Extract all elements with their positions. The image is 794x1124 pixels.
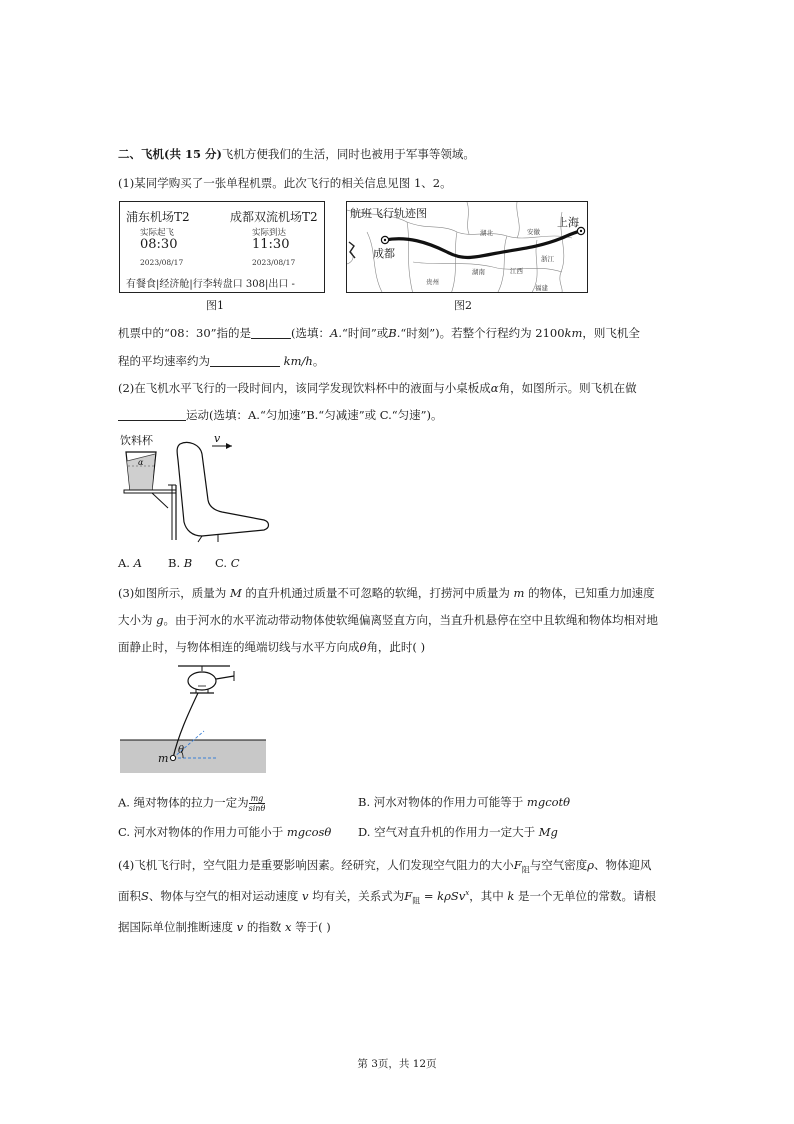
velocity-label: v xyxy=(214,432,221,445)
choice-letter: B. xyxy=(168,556,184,570)
q4-text: 面积 xyxy=(118,889,141,903)
ticket-arrive-time: 11:30 xyxy=(252,237,290,252)
option-text: C. 河水对物体的作用力可能小于 xyxy=(118,825,284,839)
q2-text: (2)在飞机水平飞行的一段时间内，该同学发现饮料杯中的液面与小桌板成 xyxy=(118,381,491,395)
q3-text: 大小为 xyxy=(118,613,153,627)
q3-text: 角，此时( ) xyxy=(366,640,426,654)
q4-text: (4)飞机飞行时，空气阻力是重要影响因素。经研究，人们发现空气阻力的大小 xyxy=(118,858,514,872)
q3-symbol: M xyxy=(229,586,242,600)
q1-text: (选填： xyxy=(291,326,331,340)
map-province-label: 安徽 xyxy=(527,228,540,236)
alpha-label: α xyxy=(138,458,144,467)
q1-text: 。 xyxy=(312,354,325,368)
q4-exponent: x xyxy=(465,889,470,898)
map-origin-label: 成都 xyxy=(373,247,395,260)
q3-option-c[interactable] xyxy=(118,824,331,840)
q4-symbol: x xyxy=(284,920,292,934)
option-text: B. 河水对物体的作用力可能等于 xyxy=(358,795,524,809)
map-province-label: 江西 xyxy=(510,267,523,275)
q4-symbol: S xyxy=(141,889,149,903)
ticket-to-airport: 成都双流机场T2 xyxy=(230,210,318,224)
map-province-label: 湖北 xyxy=(480,229,493,237)
q2-choice[interactable] xyxy=(215,556,240,570)
mass-label: m xyxy=(158,752,169,765)
q4-text: 与空气密度 xyxy=(529,858,588,872)
q1-blank-2[interactable] xyxy=(210,354,280,367)
q3-line3 xyxy=(118,639,425,655)
option-expression: Mg xyxy=(538,825,558,839)
ticket-footer: 有餐食|经济舱|行李转盘口 308|出口 - xyxy=(126,279,295,290)
q1-lead: (1)某同学购买了一张单程机票。此次飞行的相关信息见图 1、2。 xyxy=(118,176,452,190)
q1-option-letter: B. xyxy=(388,326,401,340)
q3-line1 xyxy=(118,585,655,601)
q2-choice[interactable] xyxy=(168,556,192,570)
fig1-caption: 图1 xyxy=(206,299,224,312)
page-footer: 第 3页，共 12页 xyxy=(357,1058,437,1070)
object xyxy=(170,755,175,760)
choice-letter: A. xyxy=(118,556,134,570)
q3-text: (3)如图所示，质量为 xyxy=(118,586,227,600)
choice-value: B xyxy=(183,556,193,570)
map-province-label: 湖南 xyxy=(472,268,485,276)
q4-text: 、物体与空气的相对运动速度 xyxy=(148,889,299,903)
theta-label: θ xyxy=(178,745,185,756)
map-province-label: 浙江 xyxy=(541,255,554,263)
q4-line2 xyxy=(118,888,656,906)
fraction-denominator: sinθ xyxy=(248,804,266,813)
q4-line1 xyxy=(118,857,652,875)
q3-text: 的物体，已知重力加速度 xyxy=(528,586,655,600)
map-province-label: 福建 xyxy=(535,284,548,292)
option-expression: mgcotθ xyxy=(526,795,571,809)
helicopter-figure xyxy=(118,662,268,776)
q4-symbol: F xyxy=(513,858,522,872)
q3-symbol: g xyxy=(156,613,164,627)
q1-text: “时刻”)。若整个行程约为 2100 xyxy=(400,326,565,340)
q1-unit: km xyxy=(564,326,583,340)
ticket-depart-label: 实际起飞 xyxy=(140,228,175,238)
choice-value: A xyxy=(133,556,142,570)
river-water xyxy=(120,740,266,773)
option-text: D. 空气对直升机的作用力一定大于 xyxy=(358,825,536,839)
ticket-depart-date: 2023/08/17 xyxy=(140,258,184,267)
q2-text: 角，如图所示。则飞机在做 xyxy=(498,381,637,395)
q2-symbol: α xyxy=(490,381,499,395)
cup-label: 饮料杯 xyxy=(120,434,153,447)
q2-text: 运动(选填：A.“匀加速”B.“匀减速”或 C.“匀速”)。 xyxy=(186,408,443,422)
choice-value: C xyxy=(230,556,240,570)
section-title: 二、飞机(共 15 分) xyxy=(118,147,222,161)
flight-map-figure xyxy=(346,201,588,293)
q2-line1 xyxy=(118,380,637,396)
ticket-figure xyxy=(119,201,325,293)
q3-option-d[interactable] xyxy=(358,824,558,840)
option-expression: mgcosθ xyxy=(286,825,332,839)
q3-option-b[interactable] xyxy=(358,794,570,810)
option-text: A. 绳对物体的拉力一定为 xyxy=(118,795,249,810)
q1-blank-1[interactable] xyxy=(251,326,291,339)
q4-symbol: F xyxy=(404,889,413,903)
map-border xyxy=(349,242,355,258)
q3-symbol: m xyxy=(513,586,525,600)
q3-option-a[interactable] xyxy=(118,794,265,813)
q2-blank[interactable] xyxy=(118,408,186,421)
q4-text: 等于( ) xyxy=(295,920,331,934)
q4-subscript: 阻 xyxy=(412,896,421,906)
map-province-label: 贵州 xyxy=(426,278,439,286)
q1-text: “时间”或 xyxy=(342,326,389,340)
q4-symbol: ρ xyxy=(587,858,595,872)
helicopter-body xyxy=(188,672,216,690)
seat xyxy=(177,442,268,536)
q3-symbol: θ xyxy=(359,640,367,654)
q4-symbol: k xyxy=(507,889,515,903)
q4-text: 均有关，关系式为 xyxy=(312,889,405,903)
q3-text: 的直升机通过质量不可忽略的软绳，打捞河中质量为 xyxy=(245,586,510,600)
q2-line2 xyxy=(118,407,443,423)
q1-unit: km/h xyxy=(283,354,313,368)
q1-option-letter: A. xyxy=(330,326,342,340)
option-fraction xyxy=(249,794,266,813)
q4-subscript: 阻 xyxy=(521,865,530,875)
ticket-arrive-date: 2023/08/17 xyxy=(252,258,296,267)
q4-symbol: v xyxy=(302,889,309,903)
q1-line2 xyxy=(118,353,324,369)
tray xyxy=(124,490,176,493)
ticket-from-airport: 浦东机场T2 xyxy=(126,210,190,224)
q2-choice[interactable] xyxy=(118,556,142,570)
choice-letter: C. xyxy=(215,556,231,570)
q3-line2 xyxy=(118,612,658,628)
cup-seat-figure xyxy=(118,430,278,544)
q1-text: ，则飞机全 xyxy=(582,326,640,340)
q4-text: 的指数 xyxy=(246,920,282,934)
fraction-numerator: mg xyxy=(250,794,264,803)
q3-text: 。由于河水的水平流动带动物体使软绳偏离竖直方向，当直升机悬停在空中且软绳和物体均相对地 xyxy=(163,613,659,627)
q1-line1 xyxy=(118,325,640,341)
map-title: 航班飞行轨迹图 xyxy=(350,207,427,220)
section-intro: 飞机方便我们的生活，同时也被用于军事等领域。 xyxy=(221,147,475,161)
map-destination-label: 上海 xyxy=(557,216,579,229)
q4-text: 、物体迎风 xyxy=(594,858,652,872)
q3-text: 面静止时，与物体相连的绳端切线与水平方向成 xyxy=(118,640,360,654)
q1-text: 程的平均速率约为 xyxy=(118,354,210,368)
q4-text: 是一个无单位的常数。请根 xyxy=(517,889,656,903)
fig2-caption: 图2 xyxy=(454,299,472,312)
q4-symbol: v xyxy=(236,920,244,934)
ticket-arrive-label: 实际到达 xyxy=(252,228,287,238)
flight-map-drawing xyxy=(347,202,588,293)
section-heading xyxy=(118,146,475,162)
q4-text: ，其中 xyxy=(469,889,504,903)
q1-text: 机票中的“08：30”指的是 xyxy=(118,326,252,340)
q4-formula: = kρSv xyxy=(420,889,466,903)
ticket-depart-time: 08:30 xyxy=(140,237,178,252)
q4-text: 据国际单位制推断速度 xyxy=(118,920,233,934)
q4-line3 xyxy=(118,919,331,935)
